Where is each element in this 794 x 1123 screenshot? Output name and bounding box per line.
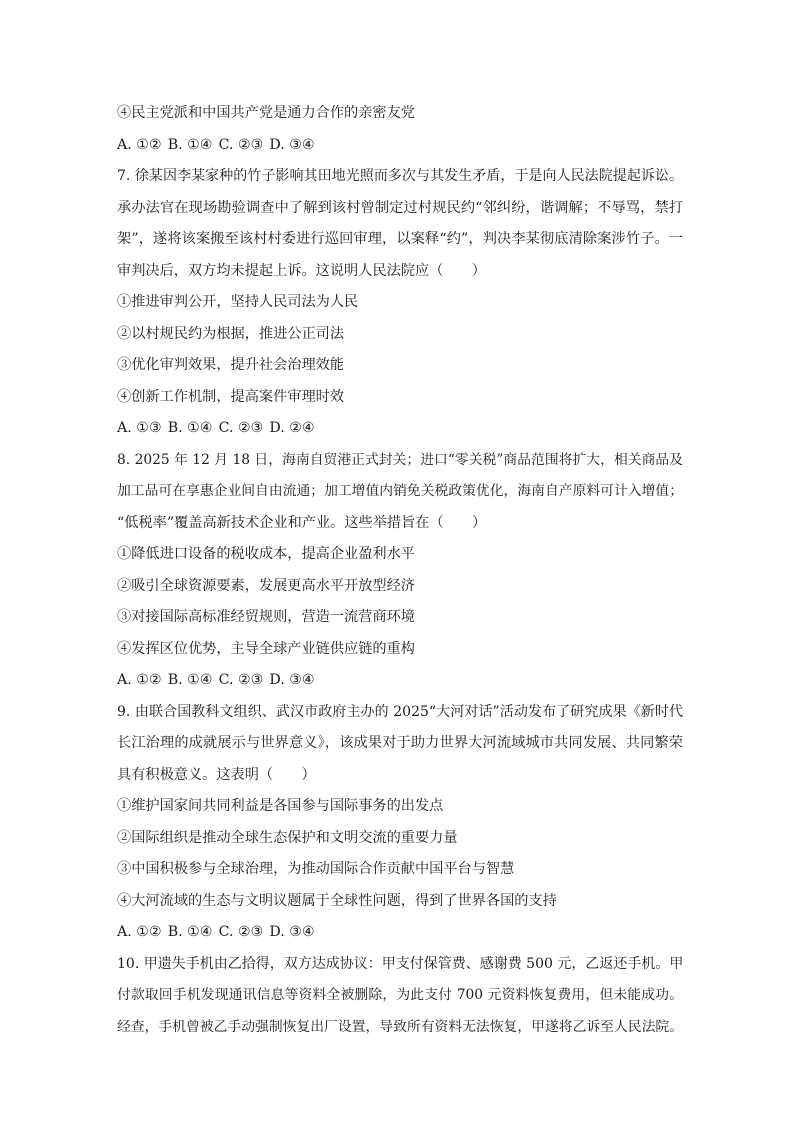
- q7-option-c[interactable]: C. ②③: [218, 420, 264, 436]
- q8-stem-line-1: 8. 2025 年 12 月 18 日，海南自贸港正式封关；进口“零关税”商品范围将扩大，相关商品及: [117, 452, 683, 468]
- q9-item-3: ③中国积极参与全球治理，为推动国际合作贡献中国平台与智慧: [117, 861, 515, 877]
- q8-item-4: ④发挥区位优势，主导全球产业链供应链的重构: [117, 641, 415, 657]
- q8-stem-line-3: “低税率”覆盖高新技术企业和产业。这些举措旨在（ ）: [117, 515, 487, 531]
- q8-item-3: ③对接国际高标准经贸规则，营造一流营商环境: [117, 609, 415, 625]
- q10-stem-line-1: 10. 甲遗失手机由乙拾得，双方达成协议：甲支付保管费、感谢费 500 元，乙返还手机。甲: [117, 956, 684, 972]
- q8-item-2: ②吸引全球资源要素，发展更高水平开放型经济: [117, 578, 415, 594]
- q7-options: [117, 419, 321, 437]
- q7-stem-line-4: 审判决后，双方均未提起上诉。这说明人民法院应（ ）: [117, 263, 486, 279]
- q9-options: [117, 923, 321, 941]
- q9-option-c[interactable]: C. ②③: [218, 924, 264, 940]
- q9-item-2: ②国际组织是推动全球生态保护和文明交流的重要力量: [117, 830, 458, 846]
- q8-option-b[interactable]: B. ①④: [167, 672, 213, 688]
- q7-option-d[interactable]: D. ②④: [269, 420, 315, 436]
- q7-option-b[interactable]: B. ①④: [167, 420, 213, 436]
- q8-item-1: ①降低进口设备的税收成本，提高企业盈利水平: [117, 546, 415, 562]
- q8-option-c[interactable]: C. ②③: [218, 672, 264, 688]
- q10-stem-line-2: 付款取回手机发现通讯信息等资料全被删除，为此支付 700 元资料恢复费用，但未能成功。: [117, 987, 683, 1003]
- q6-option-b[interactable]: B. ①④: [167, 137, 213, 153]
- q7-stem-line-2: 承办法官在现场勘验调查中了解到该村曾制定过村规民约“邻纠纷，谐调解；不辱骂，禁打: [117, 200, 683, 216]
- q6-options: [117, 136, 321, 154]
- q10-stem-line-3: 经查，手机曾被乙手动强制恢复出厂设置，导致所有资料无法恢复，甲遂将乙诉至人民法院。: [117, 1019, 683, 1035]
- q9-option-d[interactable]: D. ③④: [269, 924, 315, 940]
- q8-option-a[interactable]: A. ①②: [117, 672, 162, 688]
- q7-item-3: ③优化审判效果，提升社会治理效能: [117, 357, 345, 373]
- q9-item-1: ①维护国家间共同利益是各国参与国际事务的出发点: [117, 798, 444, 814]
- q9-stem-line-3: 具有积极意义。这表明（ ）: [117, 767, 316, 783]
- q7-option-a[interactable]: A. ①③: [117, 420, 162, 436]
- q7-item-4: ④创新工作机制，提高案件审理时效: [117, 389, 345, 405]
- q6-option-c[interactable]: C. ②③: [218, 137, 264, 153]
- q9-stem-line-2: 长江治理的成就展示与世界意义》，该成果对于助力世界大河流域城市共同发展、共同繁荣: [117, 735, 683, 751]
- q6-option-a[interactable]: A. ①②: [117, 137, 162, 153]
- q8-option-d[interactable]: D. ③④: [269, 672, 315, 688]
- q6-option-d[interactable]: D. ③④: [269, 137, 315, 153]
- q9-item-4: ④大河流域的生态与文明议题属于全球性问题，得到了世界各国的支持: [117, 893, 557, 909]
- q7-item-1: ①推进审判公开，坚持人民司法为人民: [117, 294, 359, 310]
- q8-stem-line-2: 加工品可在享惠企业间自由流通；加工增值内销免关税政策优化，海南自产原料可计入增值；: [117, 483, 683, 499]
- q7-stem-line-3: 架”，遂将该案搬至该村村委进行巡回审理，以案释“约”，判决李某彻底清除案涉竹子。一: [117, 231, 683, 247]
- q9-stem-line-1: 9. 由联合国教科文组织、武汉市政府主办的 2025“大河对话”活动发布了研究成果《新时代: [117, 704, 683, 720]
- q9-option-b[interactable]: B. ①④: [167, 924, 213, 940]
- q7-stem-line-1: 7. 徐某因李某家种的竹子影响其田地光照而多次与其发生矛盾，于是向人民法院提起诉讼。: [117, 168, 683, 184]
- q9-option-a[interactable]: A. ①②: [117, 924, 162, 940]
- q8-options: [117, 671, 321, 689]
- q7-item-2: ②以村规民约为根据，推进公正司法: [117, 326, 345, 342]
- q6-item-4: ④民主党派和中国共产党是通力合作的亲密友党: [117, 105, 415, 121]
